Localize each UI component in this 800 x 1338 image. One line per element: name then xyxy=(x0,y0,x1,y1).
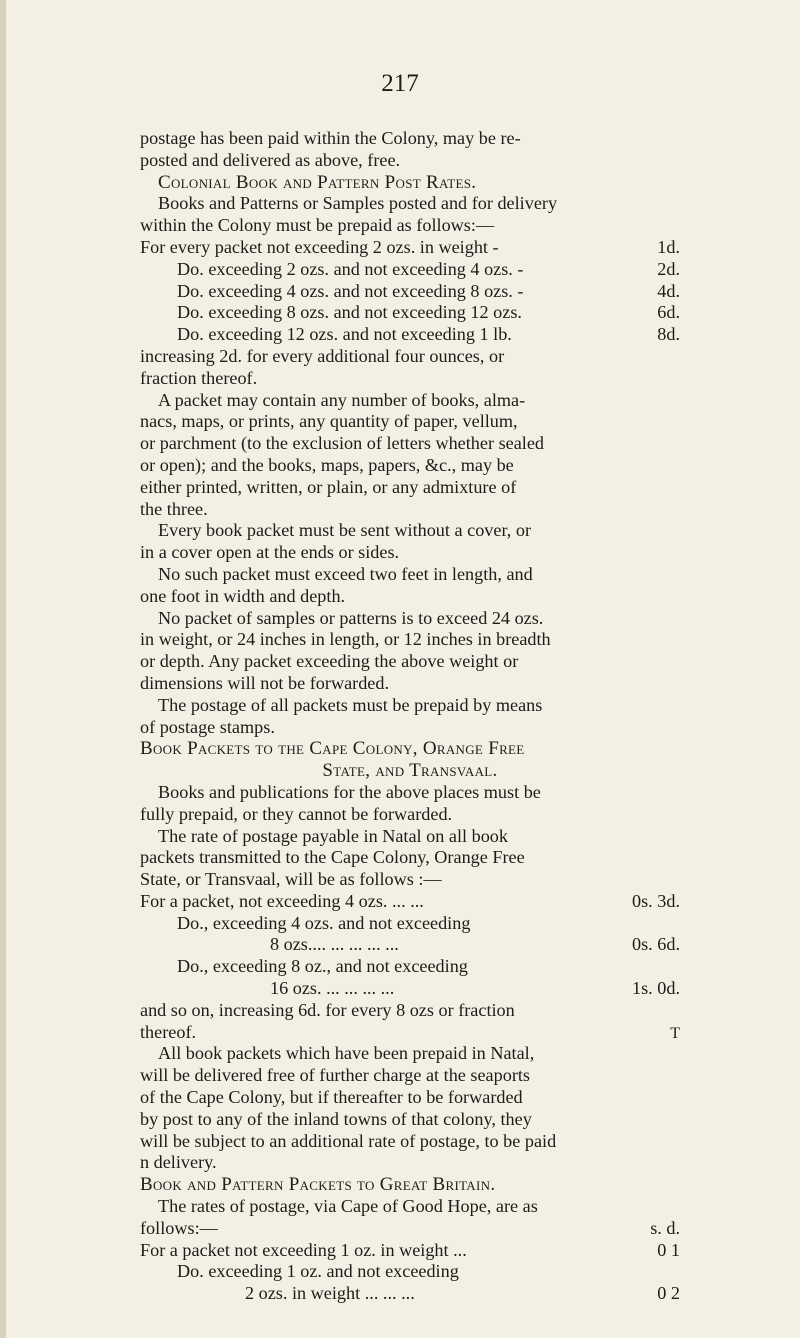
text-line xyxy=(140,499,680,521)
rate-amount: 2d. xyxy=(657,258,680,279)
line-text: will be delivered free of further charge at the seaports xyxy=(140,1065,531,1086)
text-line xyxy=(140,346,680,368)
text-line xyxy=(140,1283,680,1305)
text-line xyxy=(140,433,680,455)
text-line xyxy=(140,1131,680,1153)
line-text: Do. exceeding 12 ozs. and not exceeding 1 lb. xyxy=(177,324,512,345)
rate-amount: 0s. 6d. xyxy=(632,934,680,955)
line-text: The rates of postage, via Cape of Good Hope, are as xyxy=(158,1196,538,1217)
line-text: packets transmitted to the Cape Colony, Orange Free xyxy=(140,847,525,868)
line-text: postage has been paid within the Colony, may be re- xyxy=(140,128,521,148)
text-line xyxy=(140,368,680,390)
page-gutter-edge xyxy=(0,0,6,1338)
line-text: follows:— xyxy=(140,1217,218,1238)
text-line xyxy=(140,1000,680,1022)
text-line xyxy=(140,934,680,956)
text-line xyxy=(140,564,680,586)
rate-amount: 4d. xyxy=(657,280,680,301)
line-text: either printed, written, or plain, or any admixture of xyxy=(140,476,517,497)
line-text: thereof. xyxy=(140,1021,197,1042)
text-line xyxy=(140,1065,680,1087)
line-text: nacs, maps, or prints, any quantity of paper, vellum, xyxy=(140,411,518,432)
text-line xyxy=(140,651,680,673)
line-text: or open); and the books, maps, papers, &c., may be xyxy=(140,454,514,475)
text-line xyxy=(140,804,680,826)
line-text: posted and delivered as above, free. xyxy=(140,149,401,170)
text-line xyxy=(140,193,680,215)
text-line xyxy=(140,891,680,913)
line-text: fraction thereof. xyxy=(140,367,258,388)
text-line xyxy=(140,1043,680,1065)
text-line xyxy=(140,673,680,695)
line-text: one foot in width and depth. xyxy=(140,585,346,606)
page-number: 217 xyxy=(381,70,419,97)
text-line xyxy=(140,128,680,150)
rate-amount: 1d. xyxy=(657,236,680,257)
line-text: Books and publications for the above places must be xyxy=(158,781,541,802)
line-text: or depth. Any packet exceeding the above weight or xyxy=(140,651,519,672)
text-line xyxy=(140,1196,680,1218)
rate-amount: 6d. xyxy=(657,302,680,323)
text-line xyxy=(140,237,680,259)
line-text: increasing 2d. for every additional four ounces, or xyxy=(140,345,505,366)
line-text: Do. exceeding 2 ozs. and not exceeding 4 ozs. - xyxy=(177,258,524,279)
line-text: will be subject to an additional rate of postage, to be paid xyxy=(140,1130,557,1151)
rate-amount: 0 1 xyxy=(657,1239,680,1260)
line-text: Books and Patterns or Samples posted and for delivery xyxy=(158,193,558,214)
text-line xyxy=(140,978,680,1000)
text-line xyxy=(140,695,680,717)
line-text: No such packet must exceed two feet in length, and xyxy=(158,563,533,584)
line-text: Do., exceeding 4 ozs. and not exceeding xyxy=(177,912,471,933)
text-line xyxy=(140,455,680,477)
section-heading xyxy=(140,172,680,194)
rate-amount: 0 2 xyxy=(657,1283,680,1304)
text-line xyxy=(140,477,680,499)
line-text: The rate of postage payable in Natal on all book xyxy=(158,825,508,846)
text-line xyxy=(140,847,680,869)
text-line xyxy=(140,1218,680,1240)
line-text: of the Cape Colony, but if thereafter to be forwarded xyxy=(140,1087,523,1108)
line-text: within the Colony must be prepaid as follows:— xyxy=(140,215,495,236)
text-line xyxy=(140,302,680,324)
text-line xyxy=(140,150,680,172)
line-text: in weight, or 24 inches in length, or 12 inches in breadth xyxy=(140,629,551,650)
rate-amount: s. d. xyxy=(650,1217,680,1238)
line-text: Do. exceeding 4 ozs. and not exceeding 8 ozs. - xyxy=(177,280,524,301)
text-line xyxy=(140,1109,680,1131)
line-text: 16 ozs. ... ... ... ... xyxy=(270,978,395,999)
text-line xyxy=(140,869,680,891)
section-heading xyxy=(140,1174,680,1196)
rate-amount: 8d. xyxy=(657,324,680,345)
text-line xyxy=(140,629,680,651)
line-text: Do. exceeding 1 oz. and not exceeding xyxy=(177,1261,459,1282)
line-text: The postage of all packets must be prepaid by means xyxy=(158,694,543,715)
text-line xyxy=(140,281,680,303)
line-text: All book packets which have been prepaid in Natal, xyxy=(158,1043,535,1064)
rate-amount: 1s. 0d. xyxy=(632,978,680,999)
line-text: For a packet, not exceeding 4 ozs. ... ... xyxy=(140,890,424,911)
text-line xyxy=(140,717,680,739)
line-text: State, or Transvaal, will be as follows :— xyxy=(140,869,442,890)
line-text: or parchment (to the exclusion of letters whether sealed xyxy=(140,433,545,454)
line-text: 2 ozs. in weight ... ... ... xyxy=(245,1283,415,1304)
text-line xyxy=(140,542,680,564)
text-line xyxy=(140,1152,680,1174)
text-line xyxy=(140,1240,680,1262)
text-line xyxy=(140,520,680,542)
text-line xyxy=(140,324,680,346)
line-text: No packet of samples or patterns is to exceed 24 ozs. xyxy=(158,607,544,628)
line-text: fully prepaid, or they cannot be forwarded. xyxy=(140,803,453,824)
line-text: Every book packet must be sent without a cover, or xyxy=(158,520,532,541)
text-line xyxy=(140,956,680,978)
text-line xyxy=(140,411,680,433)
text-line xyxy=(140,586,680,608)
line-text: 8 ozs.... ... ... ... ... xyxy=(270,934,399,955)
line-text: the three. xyxy=(140,498,208,519)
line-text: dimensions will not be forwarded. xyxy=(140,672,390,693)
text-line xyxy=(140,608,680,630)
line-text: Colonial Book and Pattern Post Rates. xyxy=(158,171,477,193)
text-line xyxy=(140,259,680,281)
line-text: State, and Transvaal. xyxy=(322,760,498,782)
line-text: A packet may contain any number of books, alma- xyxy=(158,389,526,410)
line-text: Do. exceeding 8 ozs. and not exceeding 12 ozs. xyxy=(177,302,522,323)
line-text: of postage stamps. xyxy=(140,716,275,737)
text-line xyxy=(140,826,680,848)
text-line xyxy=(140,913,680,935)
text-line xyxy=(140,782,680,804)
section-heading xyxy=(140,738,680,760)
text-line xyxy=(140,1087,680,1109)
line-text: For a packet not exceeding 1 oz. in weight ... xyxy=(140,1239,467,1260)
line-text: For every packet not exceeding 2 ozs. in weight - xyxy=(140,236,499,257)
text-line xyxy=(140,215,680,237)
text-column xyxy=(140,128,680,1305)
line-text: by post to any of the inland towns of that colony, they xyxy=(140,1108,532,1129)
line-text: Do., exceeding 8 oz., and not exceeding xyxy=(177,956,468,977)
line-text: Book Packets to the Cape Colony, Orange Free xyxy=(140,738,525,760)
section-heading xyxy=(140,760,680,782)
text-line xyxy=(140,1261,680,1283)
text-line xyxy=(140,390,680,412)
line-text: and so on, increasing 6d. for every 8 ozs or fraction xyxy=(140,999,515,1020)
rate-amount: 0s. 3d. xyxy=(632,890,680,911)
line-text: in a cover open at the ends or sides. xyxy=(140,542,400,563)
signature-mark: T xyxy=(670,1025,680,1042)
line-text: Book and Pattern Packets to Great Britain. xyxy=(140,1174,496,1196)
line-text: n delivery. xyxy=(140,1152,217,1173)
